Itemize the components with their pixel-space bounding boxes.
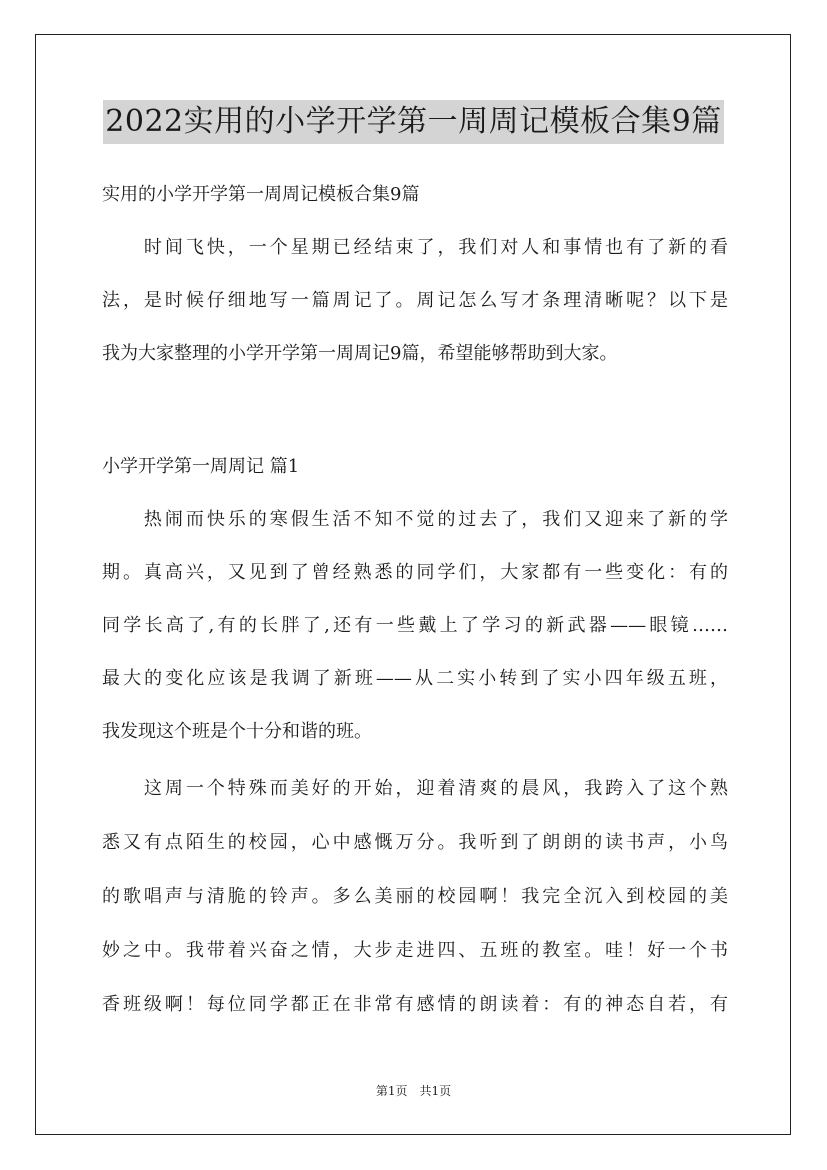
section-heading: 小学开学第一周周记 篇1 <box>102 456 300 477</box>
intro-line: 时间飞快，一个星期已经结束了，我们对人和事情也有了新的看 <box>102 237 728 258</box>
paragraph-line: 妙之中。我带着兴奋之情，大步走进四、五班的教室。哇！好一个书 <box>102 940 728 961</box>
title-container <box>0 100 827 144</box>
page-footer: 第1页 共1页 <box>375 1084 452 1098</box>
paragraph-line: 香班级啊！每位同学都正在非常有感情的朗读着：有的神态自若，有 <box>102 994 728 1015</box>
paragraph-line: 悉又有点陌生的校园，心中感慨万分。我听到了朗朗的读书声，小鸟 <box>102 832 728 853</box>
document-subtitle: 实用的小学开学第一周周记模板合集9篇 <box>102 184 420 205</box>
paragraph-line: 最大的变化应该是我调了新班——从二实小转到了实小四年级五班， <box>102 668 728 689</box>
document-title: 2022实用的小学开学第一周周记模板合集9篇 <box>103 100 723 144</box>
paragraph-line: 我发现这个班是个十分和谐的班。 <box>102 721 372 742</box>
paragraph-line: 热闹而快乐的寒假生活不知不觉的过去了，我们又迎来了新的学 <box>102 509 728 530</box>
paragraph-line: 期。真高兴，又见到了曾经熟悉的同学们，大家都有一些变化：有的 <box>102 562 728 583</box>
intro-line: 我为大家整理的小学开学第一周周记9篇，希望能够帮助到大家。 <box>102 343 618 364</box>
paragraph-line: 这周一个特殊而美好的开始，迎着清爽的晨风，我跨入了这个熟 <box>102 778 728 799</box>
intro-line: 法，是时候仔细地写一篇周记了。周记怎么写才条理清晰呢？以下是 <box>102 290 728 311</box>
paragraph-line: 同学长高了,有的长胖了,还有一些戴上了学习的新武器——眼镜…… <box>102 615 728 636</box>
paragraph-line: 的歌唱声与清脆的铃声。多么美丽的校园啊！我完全沉入到校园的美 <box>102 886 728 907</box>
